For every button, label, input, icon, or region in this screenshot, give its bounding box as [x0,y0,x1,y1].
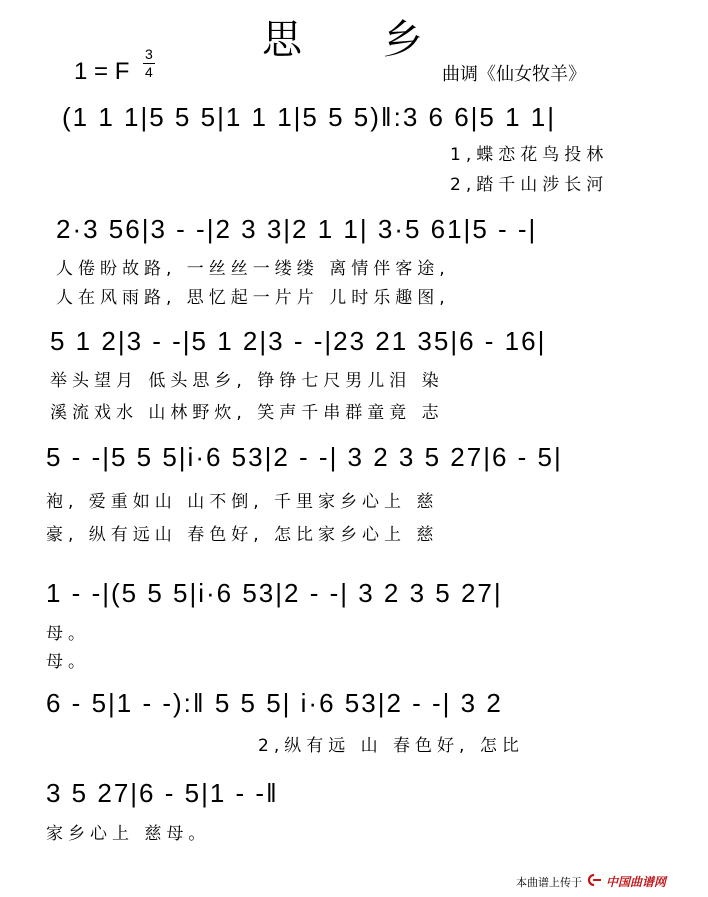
time-signature [143,46,155,80]
time-signature-top: 3 [145,46,153,62]
lyric-line: 人倦盼故路, 一丝丝一缕缕 离情伴客途, [56,259,450,279]
lyric-line: 举头望月 低头思乡, 铮铮七尺男儿泪 染 [50,371,444,391]
notation-line: 2·3 56|3 - -|2 3 3|2 1 1| 3·5 61|5 - -| [56,214,538,244]
notation-line: (1 1 1|5 5 5|1 1 1|5 5 5)‖:3 6 6|5 1 1| [62,102,557,132]
notation-line: 6 - 5|1 - -):‖ 5 5 5| i·6 53|2 - -| 3 2 [46,688,503,718]
upload-caption: 本曲谱上传于 [516,876,582,889]
lyric-line: 母。 [46,652,90,672]
notation-line: 5 - -|5 5 5|i·6 53|2 - -| 3 2 3 5 27|6 - 5| [46,442,563,472]
site-footer [516,874,666,890]
lyric-line: 溪流戏水 山林野炊, 笑声千串群童竟 志 [50,403,444,423]
lyric-line: 家乡心上 慈母。 [46,824,211,844]
lyric-line: 2,踏千山涉长河 [450,175,609,195]
lyric-line: 豪, 纵有远山 春色好, 怎比家乡心上 慈 [46,525,439,545]
site-logo-text[interactable]: 中国曲谱网 [606,875,667,889]
lyric-line: 袍, 爱重如山 山不倒, 千里家乡心上 慈 [46,492,439,512]
tune-credit: 曲调《仙女牧羊》 [442,64,586,85]
notation-line: 5 1 2|3 - -|5 1 2|3 - -|23 21 35|6 - 16| [50,326,547,356]
time-signature-bottom: 4 [145,64,153,80]
notation-line: 1 - -|(5 5 5|i·6 53|2 - -| 3 2 3 5 27| [46,578,503,608]
lyric-line: 母。 [46,624,90,644]
cnscore-logo-icon [586,874,602,890]
lyric-line: 1,蝶恋花鸟投林 [450,145,609,165]
lyric-line: 人在风雨路, 思忆起一片片 儿时乐趣图, [56,288,450,308]
notation-line: 3 5 27|6 - 5|1 - -‖ [46,778,279,808]
lyric-line: 2,纵有远 山 春色好, 怎比 [258,736,524,756]
key-signature: 1 = F [74,58,130,85]
page-title: 思 乡 [262,17,457,63]
